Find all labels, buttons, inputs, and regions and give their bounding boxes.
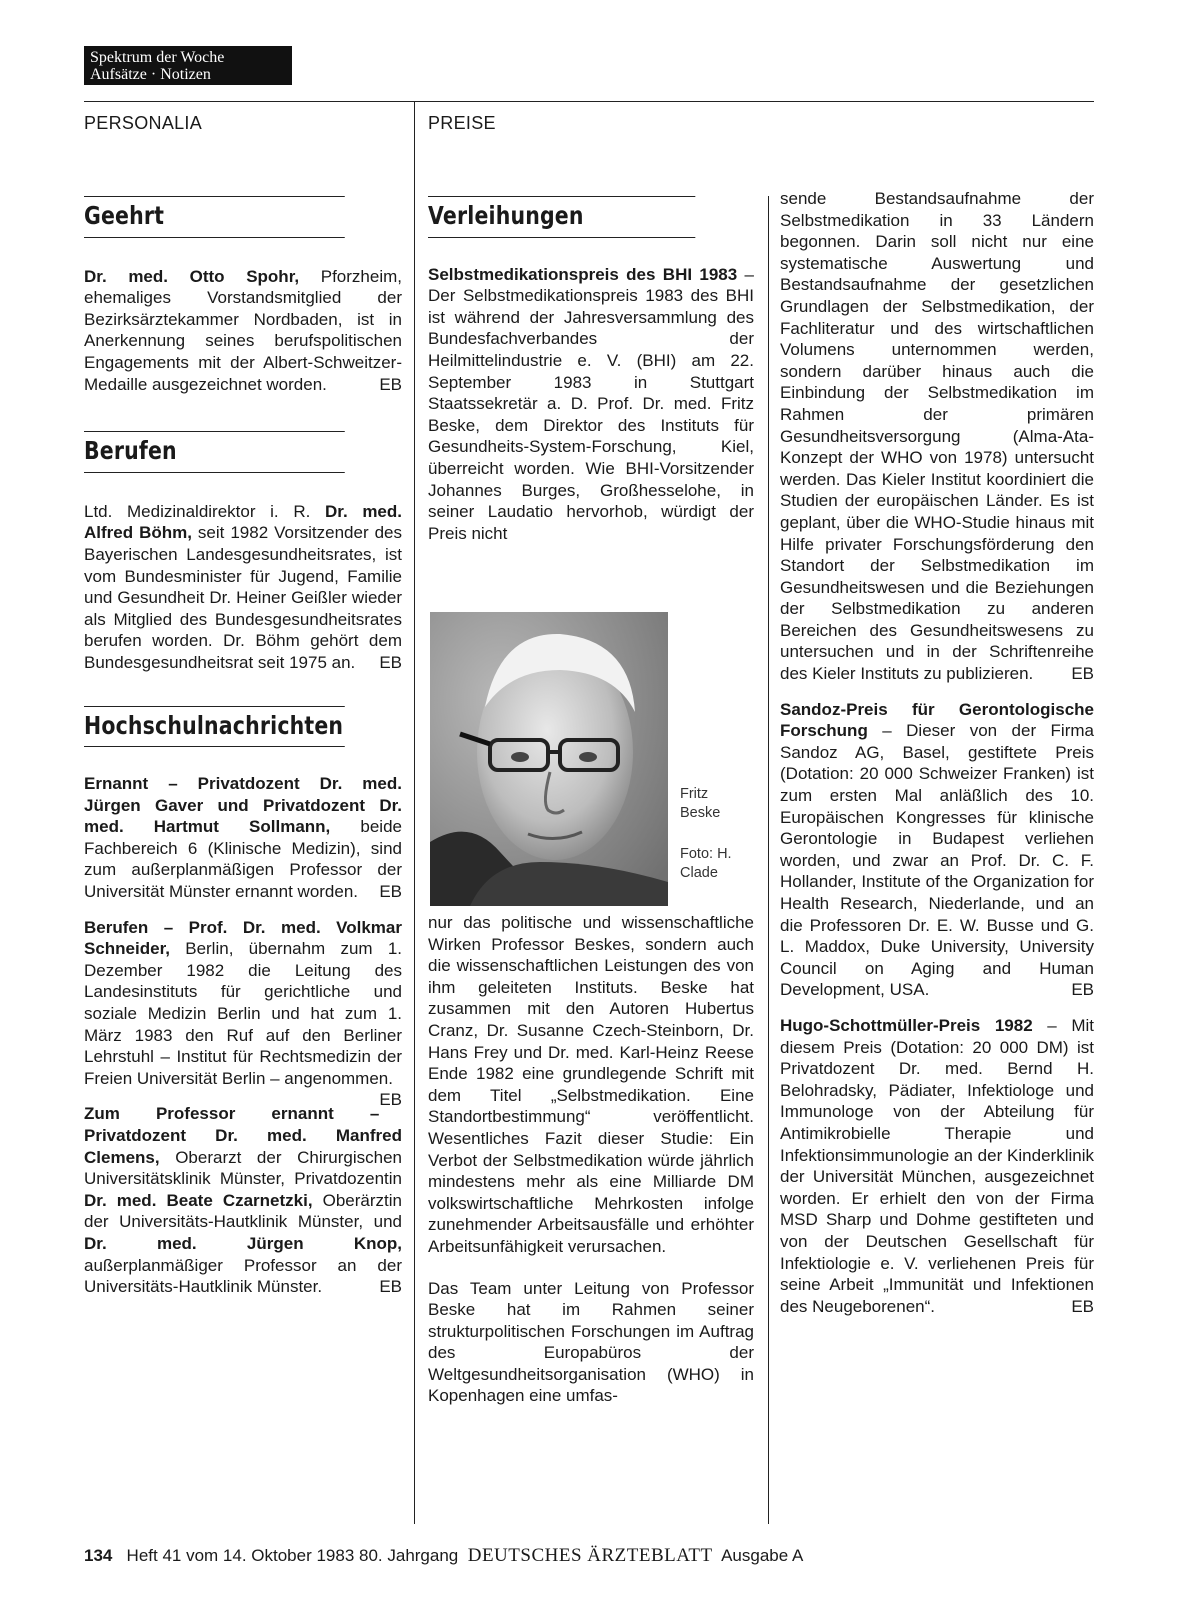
signature-eb: EB	[379, 1090, 402, 1110]
signature-eb: EB	[1071, 664, 1094, 684]
photo-caption-credit	[680, 845, 752, 883]
column-verleihungen-continued	[428, 912, 754, 1407]
article-beske-text: nur das politische und wissenschaftliche Wirken Professor Beskes, sondern auch die wissenschaftlichen Leistungen des von ihm geleiteten Instituts. Beske hat zusammen mit den Autoren Hubertus Cranz, Dr. Susanne Czech-Steinborn, Dr. Hans Frey und Dr. med. Karl-Heinz Reese Ende 1982 eine grundlegende Schrift mit dem Titel „Selbstmedikation. Eine Standortbestimmung“ veröffentlicht. Wesentliches Fazit dieser Studie: Ein Verbot der Selbstmedikation würde jährlich mindestens mehr als eine Milliarde DM volkswirtschaftliche Mehrkosten infolge zunehmender Arbeitsausfälle und erhöhter Arbeitsunfähigkeit verursachen.	[428, 913, 754, 1256]
name-spohr: Dr. med. Otto Spohr,	[84, 266, 300, 286]
caption-name: Fritz Beske	[680, 786, 721, 821]
column-divider-left	[414, 101, 415, 1524]
article-schneider	[84, 917, 402, 1110]
signature-eb: EB	[379, 374, 402, 394]
portrait-image	[430, 612, 668, 906]
photo-caption-name	[680, 785, 730, 823]
signature-eb: EB	[379, 1277, 402, 1297]
text-sandoz-preis: – Dieser von der Firma Sandoz AG, Basel, gestiftete Preis (Dotation: 20 000 Schweizer Franken) ist zum ersten Mal anläßlich des 10. Europäischen Kongresses für klinische Gerontologie in Budapest verliehen worden, und zwar an Prof. Dr. C. F. Hollander, Institute of the Organization for Health Research, Niederlande, und an die Professoren Dr. E. W. Busse und G. L. Maddox, Duke University, University Council on Aging and Human Development, USA.	[780, 721, 1094, 1000]
column-divider-right	[768, 196, 769, 1524]
section-tag	[84, 46, 292, 85]
bold-selbstmedikationspreis: Selbstmedikationspreis des BHI 1983	[428, 264, 738, 284]
article-schottmueller-preis	[780, 1015, 1094, 1317]
article-team-text: Das Team unter Leitung von Professor Beske hat im Rahmen seiner strukturpolitischen Forschungen im Auftrag des Europabüros der Weltgesundheitsorganisation (WHO) in Kopenhagen eine umfas-	[428, 1278, 754, 1406]
page-number: 134	[84, 1546, 113, 1565]
section-tag-line1: Spektrum der Woche	[90, 49, 225, 66]
bold-schottmueller-preis: Hugo-Schottmüller-Preis 1982	[780, 1015, 1033, 1035]
column-verleihungen	[428, 196, 754, 544]
bold-clemens: Zum Professor ernannt – Privatdozent Dr. med. Manfred Clemens,	[84, 1104, 402, 1167]
text-clemens: Oberarzt der Chirurgischen Universitätsklinik Münster, Privatdozentin	[84, 1147, 402, 1189]
bold-knop: Dr. med. Jürgen Knop,	[84, 1233, 402, 1253]
caption-credit: Foto: H. Clade	[680, 846, 732, 881]
column-right	[780, 188, 1094, 1317]
article-sandoz-preis	[780, 699, 1094, 1001]
article-selbstmedikationspreis	[428, 264, 754, 545]
issue-info: Heft 41 vom 14. Oktober 1983 80. Jahrgang	[126, 1546, 459, 1565]
bold-czarnetzki: Dr. med. Beate Czarnetzki,	[84, 1190, 313, 1210]
column-personalia	[84, 196, 402, 1298]
text-knop: außerplanmäßiger Professor an der Universitäts-Hautklinik Münster.	[84, 1255, 402, 1297]
article-ernannt	[84, 773, 402, 903]
text-schottmueller-preis: – Mit diesem Preis (Dotation: 20 000 DM) ist Privatdozent Dr. med. Bernd H. Belohradsky, Pädiater, Infektiologe und Immunologe von der Abteilung für Antimikrobielle Therapie und Infektionsimmunologie an der Kinderklinik der Universität München, ausgezeichnet worden. Er erhielt den von der Firma MSD Sharp und Dohme gestifteten und von der Deutschen Gesellschaft für Infektiologie e. V. verliehenen Preis für seine Arbeit „Immunität und Infektionen des Neugeborenen“.	[780, 1015, 1095, 1316]
signature-eb: EB	[1071, 980, 1094, 1000]
heading-berufen: Berufen	[84, 431, 345, 473]
text-ernannt: beide Fachbereich 6 (Klinische Medizin), sind zum außerplanmäßigen Professor der Universität Münster ernannt worden.	[84, 817, 402, 902]
heading-hochschulnachrichten: Hochschulnachrichten	[84, 706, 345, 748]
name-boehm: Dr. med. Alfred Böhm,	[84, 501, 402, 543]
signature-eb: EB	[1071, 1296, 1094, 1316]
heading-geehrt: Geehrt	[84, 196, 345, 238]
magazine-name: DEUTSCHES ÄRZTEBLATT	[467, 1545, 713, 1566]
bold-sandoz-preis: Sandoz-Preis für Gerontologische Forschung	[780, 699, 1094, 741]
article-geehrt	[84, 266, 402, 396]
text-geehrt: Pforzheim, ehemaliges Vorstandsmitglied der Bezirksärztekammer Nordbaden, ist in Anerkennung seines berufspolitischen Engagements mit der Albert-Schweitzer-Medaille ausgezeichnet worden.	[84, 266, 402, 394]
page-footer	[84, 1545, 803, 1567]
portrait-photo-beske	[430, 612, 668, 906]
edition: Ausgabe A	[721, 1546, 804, 1565]
heading-verleihungen: Verleihungen	[428, 196, 695, 238]
article-berufen	[84, 501, 402, 674]
text-czarnetzki: Oberärztin der Universitäts-Hautklinik Münster, und	[84, 1190, 402, 1232]
text-bestandsaufnahme: sende Bestandsaufnahme der Selbstmedikation in 33 Ländern begonnen. Darin soll nicht nur eine systematische Auswertung und Bestandsaufnahme der gesetzlichen Grundlagen der Selbstmedikation, der Fachliteratur und des wirtschaftlichen Volumens unternommen werden, sondern darüber hinaus auch die Einbindung der Selbstmedikation im Rahmen der primären Gesundheitsversorgung (Alma-Ata-Konzept der WHO von 1978) untersucht werden. Das Kieler Institut koordiniert die Studien der europäischen Länder. Es ist geplant, über die WHO-Studie hinaus mit Hilfe privater Forschungsförderung den Standort der Selbstmedikation im Gesundheitswesen und die Beziehungen der Selbstmedikation zu anderen Bereichen des Gesundheitswesens zu untersuchen und in der Schriftenreihe des Kieler Instituts zu publizieren.	[780, 189, 1094, 684]
article-bestandsaufnahme	[780, 188, 1094, 685]
bold-ernannt: Ernannt – Privatdozent Dr. med. Jürgen Gaver und Privatdozent Dr. med. Hartmut Sollmann,	[84, 774, 402, 837]
rubric-preise: PREISE	[428, 113, 496, 133]
text-berufen: seit 1982 Vorsitzender des Bayerischen Landesgesundheitsrates, ist vom Bundesminister für Jugend, Familie und Gesundheit Dr. Heiner Geißler wieder als Mitglied des Bundesgesundheitsrates berufen worden. Dr. Böhm gehört dem Bundesgesundheitsrat seit 1975 an.	[84, 523, 402, 672]
top-rule	[84, 101, 1094, 102]
signature-eb: EB	[379, 652, 402, 672]
section-tag-line2: Aufsätze · Notizen	[90, 66, 211, 83]
bold-schneider: Berufen – Prof. Dr. med. Volkmar Schneider,	[84, 917, 402, 959]
text-berufen-pre: Ltd. Medizinaldirektor i. R.	[84, 501, 325, 521]
article-professoren	[84, 1103, 402, 1297]
text-selbstmedikationspreis: – Der Selbstmedikationspreis 1983 des BHI ist während der Jahresversammlung des Bundesfachverbandes der Heilmittelindustrie e. V. (BHI) am 22. September 1983 in Stuttgart Staatssekretär a. D. Prof. Dr. med. Fritz Beske, dem Direktor des Instituts für Gesundheits-System-Forschung, Kiel, überreicht worden. Wie BHI-Vorsitzender Johannes Burges, Großhesselohe, in seiner Laudatio hervorhob, würdigt der Preis nicht	[428, 264, 754, 543]
text-schneider: Berlin, übernahm zum 1. Dezember 1982 die Leitung des Landesinstituts für gerichtliche und soziale Medizin Berlin und hat zum 1. März 1983 den Ruf auf den Berliner Lehrstuhl – Institut für Rechtsmedizin der Freien Universität Berlin – angenommen.	[84, 939, 402, 1088]
signature-eb: EB	[379, 882, 402, 902]
rubric-personalia: PERSONALIA	[84, 113, 203, 133]
